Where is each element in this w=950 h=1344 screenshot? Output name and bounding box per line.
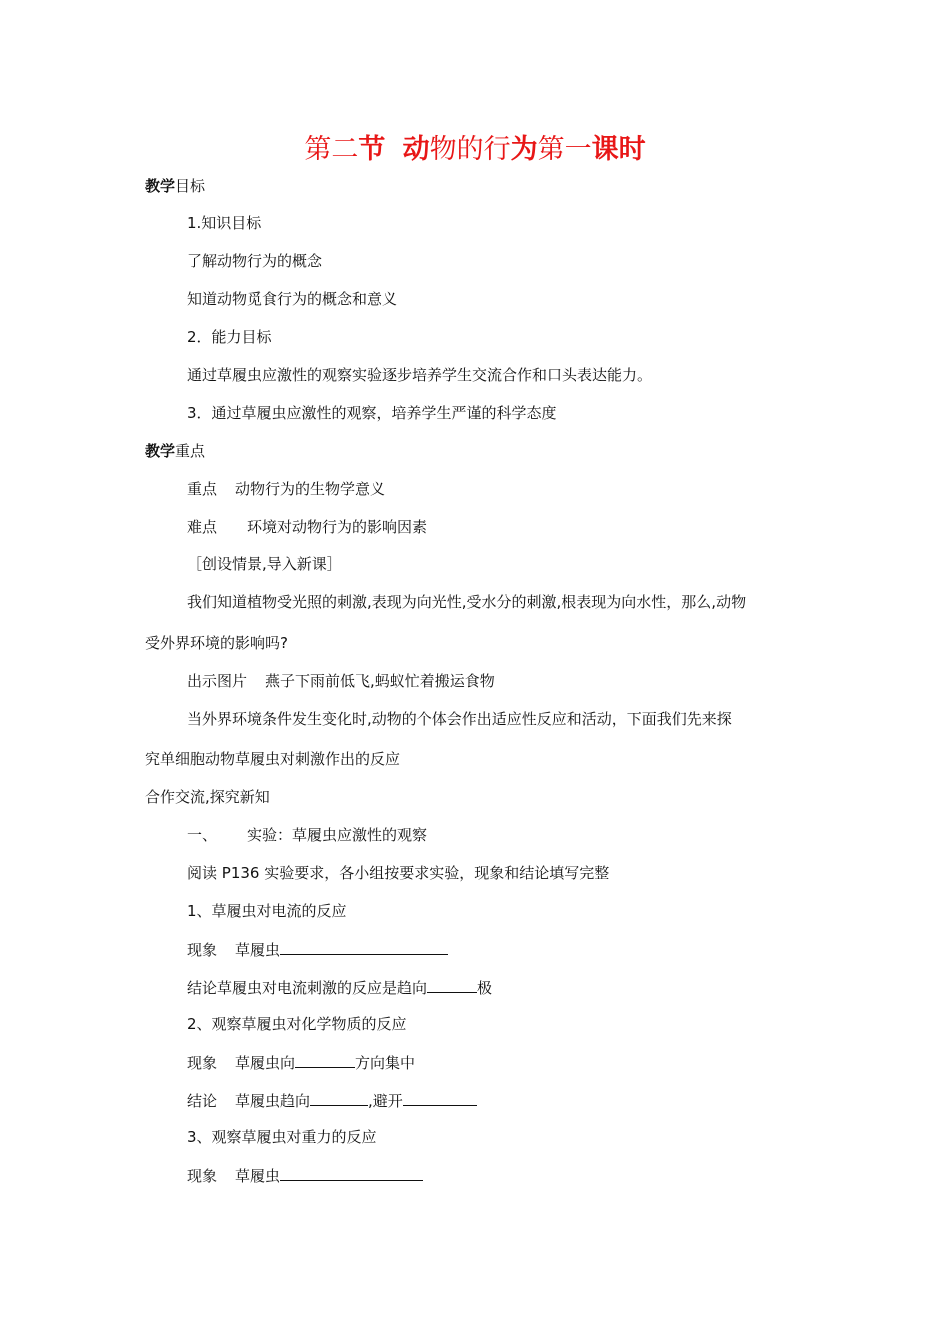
page-title: 第二节 动物的行为第一课时 [304,134,646,165]
knowledge-goal-item: 了解动物行为的概念 [187,252,323,270]
reading-instruction: 阅读 P136 实验要求，各小组按要求实验，现象和结论填写完整 [187,864,610,882]
conclusion-line: 结论草履虫对电流刺激的反应是趋向 极 [187,976,492,999]
item-title: 2、观察草履虫对化学物质的反应 [187,1015,407,1033]
answer-blank[interactable] [310,1089,368,1106]
phenomenon-line: 现象 草履虫 [187,938,448,961]
key-points-heading: 教学重点 [145,442,206,460]
answer-blank[interactable] [280,938,448,955]
intro-paragraph-line: 受外界环境的影响吗? [145,634,288,652]
answer-blank[interactable] [295,1051,355,1068]
answer-blank[interactable] [403,1089,477,1106]
item-title: 3、观察草履虫对重力的反应 [187,1128,377,1146]
ability-goal-item: 通过草履虫应激性的观察实验逐步培养学生交流合作和口头表达能力。 [187,366,653,384]
phenomenon-line: 现象 草履虫向 方向集中 [187,1051,415,1074]
knowledge-goal-label: 1.知识目标 [187,214,262,232]
phenomenon-line: 现象 草履虫 [187,1164,423,1187]
goals-heading: 教学目标 [145,177,206,195]
answer-blank[interactable] [280,1164,423,1181]
intro-paragraph-line: 我们知道植物受光照的刺激,表现为向光性,受水分的刺激,根表现为向水性，那么,动物 [187,593,747,611]
attitude-goal-item: 3．通过草履虫应激性的观察，培养学生严谨的科学态度 [187,404,557,422]
knowledge-goal-item: 知道动物觅食行为的概念和意义 [187,290,398,308]
conclusion-line: 结论 草履虫趋向 ,避开 [187,1089,477,1112]
intro-paragraph-line: 当外界环境条件发生变化时,动物的个体会作出适应性反应和活动，下面我们先来探 [187,710,732,728]
pictures-line: 出示图片 燕子下雨前低飞,蚂蚁忙着搬运食物 [187,672,495,690]
item-title: 1、草履虫对电流的反应 [187,902,347,920]
section-intro-heading: ［创设情景,导入新课］ [187,555,342,573]
key-point-line: 重点 动物行为的生物学意义 [187,480,386,498]
intro-paragraph-line: 究单细胞动物草履虫对刺激作出的反应 [145,750,401,768]
explore-heading: 合作交流,探究新知 [145,788,270,806]
experiment-title: 一、 实验：草履虫应激性的观察 [187,826,428,844]
answer-blank[interactable] [427,976,477,993]
ability-goal-label: 2．能力目标 [187,328,272,346]
difficult-point-line: 难点 环境对动物行为的影响因素 [187,518,428,536]
